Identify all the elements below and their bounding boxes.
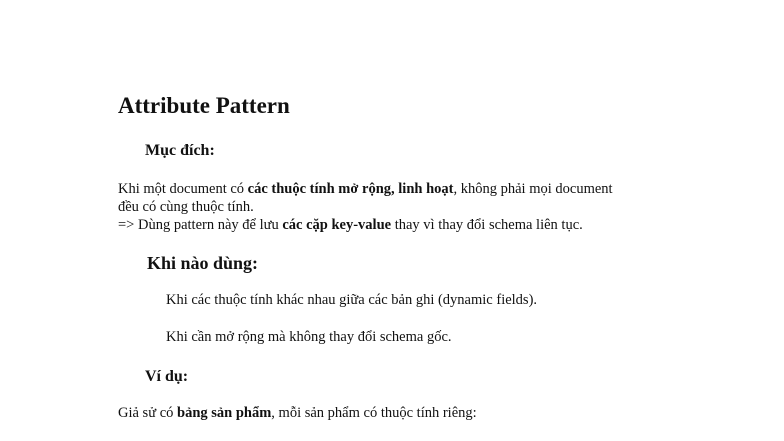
purpose-line-2: đều có cùng thuộc tính. <box>118 199 254 215</box>
purpose-heading: Mục đích: <box>145 142 215 159</box>
example-line-1-pre: Giả sử có <box>118 405 177 421</box>
purpose-line-3-bold: các cặp key-value <box>282 217 392 233</box>
purpose-line-3-pre: => Dùng pattern này để lưu <box>118 217 283 233</box>
purpose-line-1-bold: các thuộc tính mở rộng, linh hoạt <box>247 181 454 197</box>
example-line-1-post: , mỗi sản phẩm có thuộc tính riêng: <box>271 405 477 421</box>
example-heading: Ví dụ: <box>145 368 189 385</box>
when-item-1: Khi các thuộc tính khác nhau giữa các bản ghi (dynamic fields). <box>166 292 538 308</box>
purpose-line-3-post: thay vì thay đổi schema liên tục. <box>391 217 583 233</box>
purpose-line-1 <box>118 180 613 198</box>
when-heading: Khi nào dùng: <box>147 253 259 273</box>
when-item-2: Khi cần mở rộng mà không thay đổi schema gốc. <box>166 329 452 345</box>
purpose-line-3 <box>118 216 583 234</box>
purpose-line-1-post: , không phải mọi document <box>453 181 613 197</box>
example-line-1 <box>118 404 477 422</box>
example-line-1-bold: bảng sản phẩm <box>177 405 272 421</box>
page-title: Attribute Pattern <box>118 93 290 118</box>
purpose-line-1-pre: Khi một document có <box>118 181 248 197</box>
